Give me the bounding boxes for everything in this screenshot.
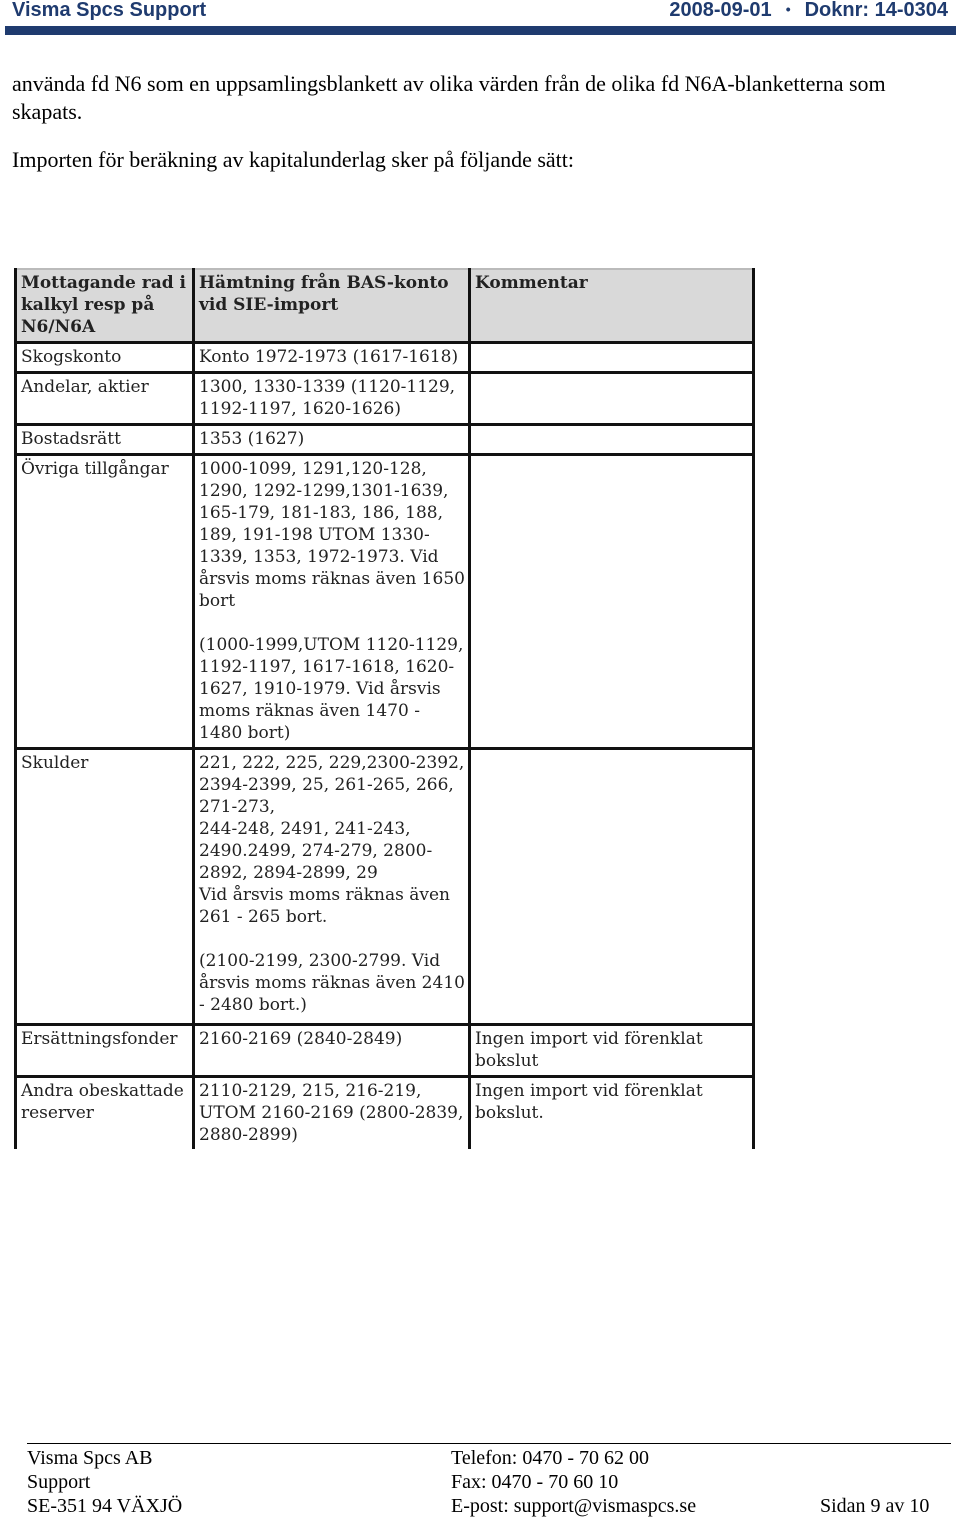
account-text: 1300, 1330-1339 (1120-1129, 1192-1197, 1620-1626) (199, 377, 456, 419)
page-header (0, 0, 960, 26)
row-comment (470, 373, 754, 425)
row-accounts (194, 343, 470, 373)
table-header-cell: Hämtning från BAS-konto vid SIE-import (194, 269, 470, 343)
header-meta (669, 0, 948, 22)
row-label: Andelar, aktier (16, 373, 194, 425)
capital-basis-table-image (14, 268, 754, 1145)
footer-page-number: Sidan 9 av 10 (820, 1495, 930, 1517)
row-label: Andra obeskattade reserver (16, 1077, 194, 1150)
body-paragraph-1: använda fd N6 som en uppsamlingsblankett av olika värden från de olika fd N6A-blanketterna som skapats. (12, 71, 886, 124)
header-date: 2008-09-01 (669, 0, 772, 21)
header-docnr: Doknr: 14-0304 (804, 0, 948, 21)
table-row (16, 749, 754, 1025)
footer-left (27, 1446, 182, 1518)
footer-phone: Telefon: 0470 - 70 62 00 (451, 1447, 650, 1469)
account-text: 244-248, 2491, 241-243, 2490.2499, 274-279, 2800-2892, 2894-2899, 29 (199, 819, 433, 883)
row-comment (470, 343, 754, 373)
row-label: Skulder (16, 749, 194, 1025)
account-text: Konto 1972-1973 (1617-1618) (199, 347, 459, 367)
row-accounts (194, 1025, 470, 1077)
row-accounts (194, 749, 470, 1025)
row-label: Skogskonto (16, 343, 194, 373)
table-row (16, 343, 754, 373)
row-comment (470, 749, 754, 1025)
footer-company: Visma Spcs AB (27, 1447, 153, 1469)
table-row (16, 373, 754, 425)
row-comment (470, 425, 754, 455)
footer-contact (451, 1446, 696, 1518)
table-row (16, 1077, 754, 1150)
table-row (16, 425, 754, 455)
account-text: Vid årsvis moms räknas även 261 - 265 bort. (199, 885, 450, 927)
row-label: Ersättningsfonder (16, 1025, 194, 1077)
row-accounts (194, 455, 470, 749)
row-comment: Ingen import vid förenklat bokslut (470, 1025, 754, 1077)
account-text: 1353 (1627) (199, 429, 305, 449)
account-text: (1000-1999,UTOM 1120-1129, 1192-1197, 1617-1618, 1620-1627, 1910-1979. Vid årsvis moms räknas även 1470 - 1480 bort) (199, 635, 464, 743)
footer-email: E-post: support@vismaspcs.se (451, 1495, 697, 1517)
row-accounts (194, 425, 470, 455)
table-header-row (16, 269, 754, 343)
row-accounts (194, 1077, 470, 1150)
capital-basis-table (14, 268, 755, 1149)
footer-rule (27, 1443, 951, 1444)
table-header-cell: Kommentar (470, 269, 754, 343)
header-rule (5, 26, 956, 35)
paragraph-gap (199, 928, 465, 950)
paragraph-gap (199, 612, 465, 634)
account-text: (2100-2199, 2300-2799. Vid årsvis moms räknas även 2410 - 2480 bort.) (199, 951, 465, 1015)
table-header-cell: Mottagande rad i kalkyl resp på N6/N6A (16, 269, 194, 343)
header-title: Visma Spcs Support (12, 0, 207, 21)
row-comment (470, 455, 754, 749)
row-label: Bostadsrätt (16, 425, 194, 455)
account-text: 2160-2169 (2840-2849) (199, 1029, 403, 1049)
account-text: 1000-1099, 1291,120-128, 1290, 1292-1299,1301-1639, 165-179, 181-183, 186, 188, 189, 191-198 UTOM 1330-1339, 1353, 1972-1973. Vid årsvis moms räknas även 1650 bort (199, 459, 465, 611)
table-row (16, 1025, 754, 1077)
body-paragraph-2: Importen för beräkning av kapitalunderlag sker på följande sätt: (12, 147, 575, 172)
row-label: Övriga tillgångar (16, 455, 194, 749)
footer-fax: Fax: 0470 - 70 60 10 (451, 1471, 619, 1493)
row-comment: Ingen import vid förenklat bokslut. (470, 1077, 754, 1150)
footer-dept: Support (27, 1471, 91, 1493)
account-text: 2110-2129, 215, 216-219, UTOM 2160-2169 (2800-2839, 2880-2899) (199, 1081, 464, 1145)
footer-address: SE-351 94 VÄXJÖ (27, 1495, 183, 1517)
account-text: 221, 222, 225, 229,2300-2392, 2394-2399, 25, 261-265, 266, 271-273, (199, 753, 465, 817)
row-accounts (194, 373, 470, 425)
header-separator: • (785, 1, 791, 17)
table-row (16, 455, 754, 749)
